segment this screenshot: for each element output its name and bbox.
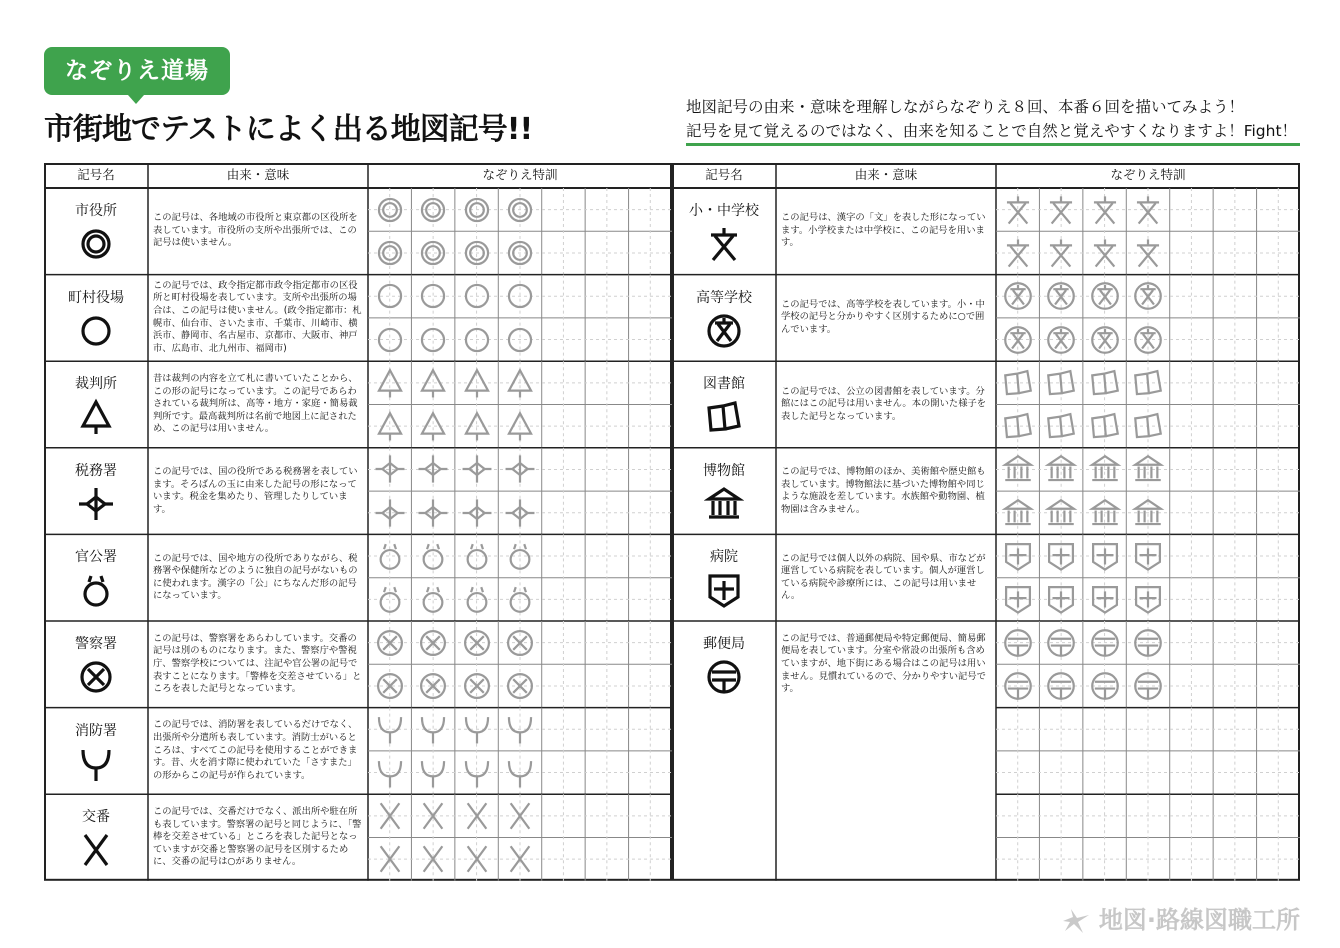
trace-post-office-icon[interactable] xyxy=(1131,669,1165,703)
trace-high-school-icon[interactable] xyxy=(1001,279,1035,313)
trace-school-icon[interactable] xyxy=(1131,236,1165,270)
trace-fire-station-icon[interactable] xyxy=(373,756,407,790)
trace-police-box-icon[interactable] xyxy=(416,799,450,833)
trace-court-icon[interactable] xyxy=(460,366,494,400)
trace-tax-office-icon[interactable] xyxy=(460,496,494,530)
city-hall-icon xyxy=(76,224,116,264)
trace-school-icon[interactable] xyxy=(1044,236,1078,270)
trace-post-office-icon[interactable] xyxy=(1044,626,1078,660)
trace-school-icon[interactable] xyxy=(1001,236,1035,270)
trace-museum-icon[interactable] xyxy=(1044,496,1078,530)
trace-town-hall-icon[interactable] xyxy=(460,279,494,313)
symbol-name: 博物館 xyxy=(703,462,745,479)
symbol-name: 病院 xyxy=(710,549,738,566)
trace-police-box-icon[interactable] xyxy=(373,842,407,876)
trace-fire-station-icon[interactable] xyxy=(503,756,537,790)
trace-government-office-icon[interactable] xyxy=(416,582,450,616)
trace-tax-office-icon[interactable] xyxy=(460,452,494,486)
high-school-icon xyxy=(704,311,744,351)
trace-government-office-icon[interactable] xyxy=(460,582,494,616)
symbol-description: この記号では、普通郵便局や特定郵便局、簡易郵便局を表しています。分室や常設の出張所も含めていますが、地下街にある場合はこの記号は用いません。見慣れているので、分かりやすい記号です。 xyxy=(781,632,986,695)
trace-high-school-icon[interactable] xyxy=(1131,323,1165,357)
symbol-description: この記号では、交番だけでなく、派出所や駐在所も表しています。警察署の記号と同じように、「警棒を交差させている」ところを表した記号となっていますが交番と警察署の記号を区別するために、交番の記号は○がありません。 xyxy=(153,806,362,868)
trace-government-office-icon[interactable] xyxy=(373,582,407,616)
trace-police-station-icon[interactable] xyxy=(373,669,407,703)
trace-library-icon[interactable] xyxy=(1131,409,1165,443)
logo-icon xyxy=(1059,907,1093,935)
trace-school-icon[interactable] xyxy=(1131,193,1165,227)
trace-museum-icon[interactable] xyxy=(1131,452,1165,486)
symbol-description: この記号は、漢字の「文」を表した形になっています。小学校または中学校に、この記号を用います。 xyxy=(781,212,986,249)
symbol-name: 図書館 xyxy=(703,376,745,393)
trace-hospital-icon[interactable] xyxy=(1131,539,1165,573)
trace-police-station-icon[interactable] xyxy=(503,626,537,660)
header-name: 記号名 xyxy=(77,167,115,182)
trace-fire-station-icon[interactable] xyxy=(416,712,450,746)
trace-court-icon[interactable] xyxy=(416,409,450,443)
trace-court-icon[interactable] xyxy=(503,366,537,400)
trace-high-school-icon[interactable] xyxy=(1044,279,1078,313)
symbol-name: 官公署 xyxy=(75,549,117,566)
symbol-name: 消防署 xyxy=(75,722,117,739)
left-table xyxy=(44,163,672,881)
trace-post-office-icon[interactable] xyxy=(1001,626,1035,660)
trace-hospital-icon[interactable] xyxy=(1131,582,1165,616)
trace-police-box-icon[interactable] xyxy=(373,799,407,833)
trace-city-hall-icon[interactable] xyxy=(373,193,407,227)
trace-fire-station-icon[interactable] xyxy=(460,756,494,790)
symbol-name: 町村役場 xyxy=(68,289,124,306)
trace-tax-office-icon[interactable] xyxy=(416,496,450,530)
library-icon xyxy=(704,397,744,437)
trace-police-station-icon[interactable] xyxy=(416,669,450,703)
government-office-icon xyxy=(76,570,116,610)
trace-school-icon[interactable] xyxy=(1001,193,1035,227)
page-title: 市街地でテストによく出る地図記号!! xyxy=(44,112,533,147)
symbol-name: 市役所 xyxy=(75,203,117,219)
trace-town-hall-icon[interactable] xyxy=(460,323,494,357)
trace-high-school-icon[interactable] xyxy=(1088,323,1122,357)
trace-government-office-icon[interactable] xyxy=(503,539,537,573)
header-meaning: 由来・意味 xyxy=(226,167,290,182)
trace-museum-icon[interactable] xyxy=(1088,452,1122,486)
symbol-description: この記号では、公立の図書館を表しています。分館にはこの記号は用いません。本の開いた様子を表した記号となっています。 xyxy=(781,385,987,422)
trace-hospital-icon[interactable] xyxy=(1044,539,1078,573)
trace-hospital-icon[interactable] xyxy=(1001,539,1035,573)
trace-library-icon[interactable] xyxy=(1001,366,1035,400)
symbol-description: この記号では個人以外の病院、国や県、市などが運営している病院を表しています。個人が運営している病院や診療所には、この記号は用いません。 xyxy=(781,552,986,602)
trace-court-icon[interactable] xyxy=(416,366,450,400)
school-icon xyxy=(704,224,744,264)
trace-police-station-icon[interactable] xyxy=(503,669,537,703)
trace-town-hall-icon[interactable] xyxy=(373,323,407,357)
symbol-description: この記号は、各地域の市役所と東京都の区役所を表しています。市役所の支所や出張所では、この記号は使いません。 xyxy=(153,212,358,249)
watermark-text: 地図·路線図職工所 xyxy=(1098,906,1300,934)
symbol-description: この記号では、国の役所である税務署を表しています。そろばんの玉に由来した記号の形になっています。税金を集めたり、管理したりしています。 xyxy=(153,466,358,515)
symbol-description: この記号では、国や地方の役所でありながら、税務署や保健所などのように独自の記号がないものに使われます。漢字の「公」にちなんだ形の記号になっています。 xyxy=(153,552,358,602)
symbol-description: この記号では、博物館のほか、美術館や歴史館も表しています。博物館法に基づいた博物館や同じような施設を差しています。水族館や動物園、植物園は含みません。 xyxy=(781,466,986,515)
fire-station-icon xyxy=(76,744,116,784)
trace-city-hall-icon[interactable] xyxy=(460,236,494,270)
trace-hospital-icon[interactable] xyxy=(1088,539,1122,573)
trace-post-office-icon[interactable] xyxy=(1131,626,1165,660)
trace-town-hall-icon[interactable] xyxy=(503,323,537,357)
trace-police-station-icon[interactable] xyxy=(416,626,450,660)
trace-police-station-icon[interactable] xyxy=(460,669,494,703)
trace-tax-office-icon[interactable] xyxy=(373,452,407,486)
trace-government-office-icon[interactable] xyxy=(503,582,537,616)
trace-tax-office-icon[interactable] xyxy=(503,496,537,530)
trace-high-school-icon[interactable] xyxy=(1044,323,1078,357)
badge: なぞりえ道場 xyxy=(44,47,230,95)
trace-museum-icon[interactable] xyxy=(1001,496,1035,530)
trace-library-icon[interactable] xyxy=(1131,366,1165,400)
trace-museum-icon[interactable] xyxy=(1131,496,1165,530)
town-hall-icon xyxy=(76,311,116,351)
trace-city-hall-icon[interactable] xyxy=(416,193,450,227)
police-station-icon xyxy=(76,657,116,697)
trace-police-box-icon[interactable] xyxy=(503,799,537,833)
symbol-name: 裁判所 xyxy=(75,376,117,393)
trace-school-icon[interactable] xyxy=(1044,193,1078,227)
intro-text xyxy=(686,95,1297,143)
trace-high-school-icon[interactable] xyxy=(1088,279,1122,313)
trace-museum-icon[interactable] xyxy=(1088,496,1122,530)
trace-fire-station-icon[interactable] xyxy=(503,712,537,746)
trace-post-office-icon[interactable] xyxy=(1044,669,1078,703)
trace-city-hall-icon[interactable] xyxy=(416,236,450,270)
trace-police-station-icon[interactable] xyxy=(373,626,407,660)
trace-police-box-icon[interactable] xyxy=(460,842,494,876)
police-box-icon xyxy=(76,830,116,870)
trace-school-icon[interactable] xyxy=(1088,193,1122,227)
header-practice: なぞりえ特訓 xyxy=(1110,167,1186,182)
title-underline xyxy=(686,143,1300,146)
trace-town-hall-icon[interactable] xyxy=(416,279,450,313)
trace-high-school-icon[interactable] xyxy=(1131,279,1165,313)
header-practice: なぞりえ特訓 xyxy=(482,167,558,182)
tax-office-icon xyxy=(76,484,116,524)
court-icon xyxy=(76,397,116,437)
trace-fire-station-icon[interactable] xyxy=(460,712,494,746)
trace-city-hall-icon[interactable] xyxy=(373,236,407,270)
symbol-name: 税務署 xyxy=(75,462,117,479)
trace-town-hall-icon[interactable] xyxy=(503,279,537,313)
symbol-description: 昔は裁判の内容を立て札に書いていたことから、この形の記号になっています。この記号であらわされている裁判所は、高等・地方・家庭・簡易裁判所です。最高裁判所は名前で地図上に記されため、この記号は用いません。 xyxy=(153,373,358,435)
intro-line: 記号を見て覚えるのではなく、由来を知ることで自然と覚えやすくなりますよ！Fight！ xyxy=(686,122,1298,140)
symbol-name: 交番 xyxy=(82,809,110,826)
symbol-description: この記号では、政令指定都市政令指定都市の区役所と町村役場を表しています。支所や出張所の場合は、この記号は使いません。(政令指定都市：札幌市、仙台市、さいたま市、千葉市、川崎市、横浜市、静岡市、名古屋市、京都市、大阪市、神戸市、広島市、北九州市、福岡市) xyxy=(153,279,362,354)
trace-tax-office-icon[interactable] xyxy=(373,496,407,530)
trace-police-station-icon[interactable] xyxy=(460,626,494,660)
trace-police-box-icon[interactable] xyxy=(503,842,537,876)
trace-town-hall-icon[interactable] xyxy=(373,279,407,313)
trace-museum-icon[interactable] xyxy=(1044,452,1078,486)
trace-police-box-icon[interactable] xyxy=(460,799,494,833)
trace-police-box-icon[interactable] xyxy=(416,842,450,876)
trace-fire-station-icon[interactable] xyxy=(373,712,407,746)
trace-government-office-icon[interactable] xyxy=(460,539,494,573)
trace-library-icon[interactable] xyxy=(1001,409,1035,443)
watermark xyxy=(1059,900,1300,935)
trace-school-icon[interactable] xyxy=(1088,236,1122,270)
trace-town-hall-icon[interactable] xyxy=(416,323,450,357)
trace-library-icon[interactable] xyxy=(1044,366,1078,400)
trace-hospital-icon[interactable] xyxy=(1088,582,1122,616)
trace-museum-icon[interactable] xyxy=(1001,452,1035,486)
symbol-name: 警察署 xyxy=(75,636,117,652)
symbol-name: 郵便局 xyxy=(703,636,745,652)
symbol-description: この記号は、警察署をあらわしています。交番の記号は別のものになります。また、警察庁や警視庁、警察学校については、注記や官公署の記号で表すことになります。「警棒を交差させている」ところを表した記号となっています。 xyxy=(153,632,362,695)
trace-hospital-icon[interactable] xyxy=(1001,582,1035,616)
trace-government-office-icon[interactable] xyxy=(373,539,407,573)
trace-high-school-icon[interactable] xyxy=(1001,323,1035,357)
trace-fire-station-icon[interactable] xyxy=(416,756,450,790)
symbol-description: この記号では、消防署を表しているだけでなく、出張所や分遣所も表しています。消防士がいるところは、すべてこの記号を使用することができます。昔、火を消す際に使われていた「さすまた」の形からこの記号が作られています。 xyxy=(153,719,358,781)
trace-government-office-icon[interactable] xyxy=(416,539,450,573)
symbol-description: この記号では、高等学校を表しています。小・中学校の記号と分かりやすく区別するために○で囲んでいます。 xyxy=(781,298,985,336)
trace-court-icon[interactable] xyxy=(460,409,494,443)
trace-library-icon[interactable] xyxy=(1088,409,1122,443)
symbol-name: 小・中学校 xyxy=(689,203,759,219)
trace-library-icon[interactable] xyxy=(1088,366,1122,400)
trace-post-office-icon[interactable] xyxy=(1001,669,1035,703)
museum-icon xyxy=(704,484,744,524)
trace-court-icon[interactable] xyxy=(503,409,537,443)
trace-city-hall-icon[interactable] xyxy=(503,236,537,270)
header-meaning: 由来・意味 xyxy=(854,167,918,182)
intro-line: 地図記号の由来・意味を理解しながらなぞりえ８回、本番６回を描いてみよう！ xyxy=(686,98,1245,116)
trace-city-hall-icon[interactable] xyxy=(460,193,494,227)
grid-lines xyxy=(672,163,1300,881)
trace-court-icon[interactable] xyxy=(373,409,407,443)
right-table xyxy=(672,163,1300,881)
trace-hospital-icon[interactable] xyxy=(1044,582,1078,616)
trace-post-office-icon[interactable] xyxy=(1088,669,1122,703)
trace-library-icon[interactable] xyxy=(1044,409,1078,443)
header-name: 記号名 xyxy=(705,167,743,182)
trace-tax-office-icon[interactable] xyxy=(416,452,450,486)
post-office-icon xyxy=(704,657,744,697)
symbol-name: 高等学校 xyxy=(696,289,752,306)
trace-court-icon[interactable] xyxy=(373,366,407,400)
hospital-icon xyxy=(704,570,744,610)
trace-city-hall-icon[interactable] xyxy=(503,193,537,227)
trace-post-office-icon[interactable] xyxy=(1088,626,1122,660)
trace-tax-office-icon[interactable] xyxy=(503,452,537,486)
